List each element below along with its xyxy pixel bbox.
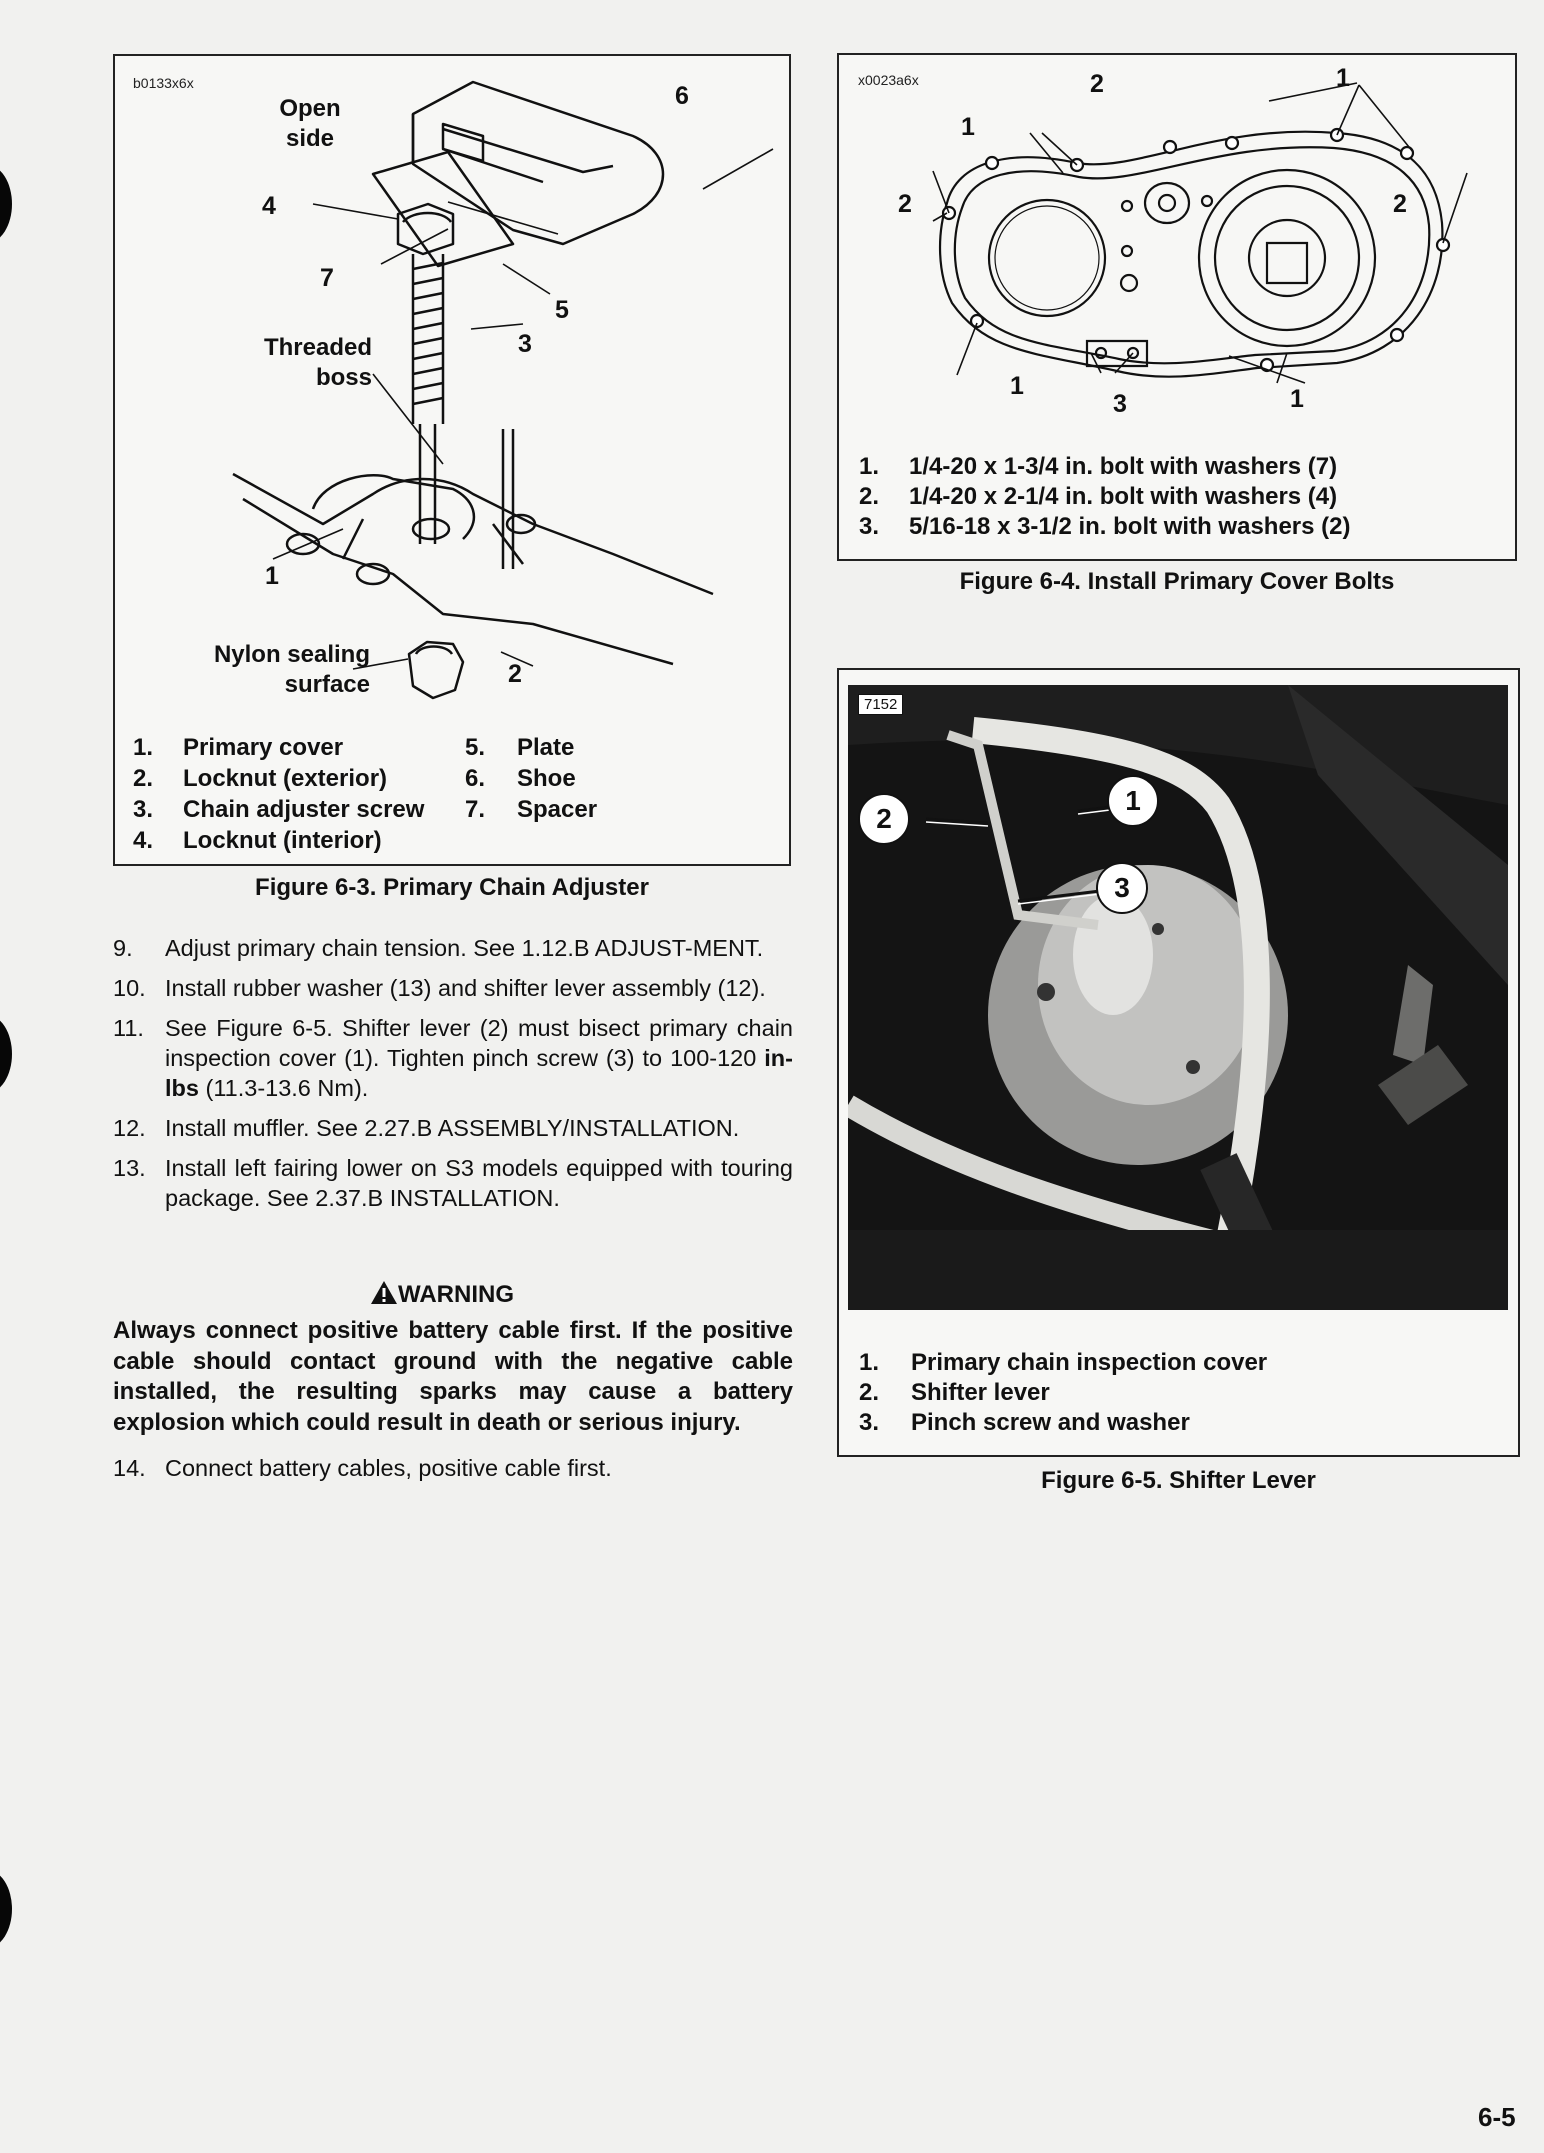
nylon-sealing-surface-label: Nylon sealing surface [213, 641, 370, 698]
callout-1: 1 [1290, 385, 1304, 413]
step-item: 13. Install left fairing lower on S3 models equipped with touring package. See 2.37.B INSTALLATION. [113, 1155, 793, 1211]
photo-leader-lines [848, 685, 1508, 1310]
figure-6-3-caption: Figure 6-3. Primary Chain Adjuster [255, 874, 649, 901]
warning-heading [370, 1280, 514, 1309]
primary-cover-outline [940, 132, 1442, 377]
procedure-steps [113, 933, 793, 1223]
callout-2: 2 [1090, 70, 1104, 98]
callout-bubble-2: 2 [858, 793, 910, 845]
callout-1: 1 [961, 113, 975, 141]
callout-bubble-1: 1 [1107, 775, 1159, 827]
step-item: 12. Install muffler. See 2.27.B ASSEMBLY/INSTALLATION. [113, 1115, 740, 1141]
legend-item: 2. 1/4-20 x 2-1/4 in. bolt with washers (4) [859, 483, 1338, 510]
page-number: 6-5 [1478, 2102, 1516, 2132]
legend-item: 2. Locknut (exterior) [133, 765, 388, 792]
callout-1: 1 [1010, 372, 1024, 400]
photo-tag: 7152 [858, 694, 903, 715]
callout-5: 5 [555, 296, 569, 324]
legend-item: 5. Plate [465, 734, 575, 761]
legend-item: 7. Spacer [465, 796, 598, 823]
callout-6: 6 [675, 82, 689, 110]
legend-item: 3. Chain adjuster screw [133, 796, 425, 823]
callout-3: 3 [1113, 390, 1127, 418]
legend-item: 1. Primary chain inspection cover [859, 1349, 1268, 1376]
legend-item: 3. 5/16-18 x 3-1/2 in. bolt with washers (2) [859, 513, 1351, 540]
binder-hole [0, 1870, 12, 1948]
chain-adjuster-diagram [113, 54, 791, 714]
step-item: 11. See Figure 6-5. Shifter lever (2) must bisect primary chain inspection cover (1). Tighten pinch screw (3) to 100-120 in-lbs (11.3-13.6 Nm). [113, 1015, 793, 1101]
figure-6-4-caption: Figure 6-4. Install Primary Cover Bolts [959, 568, 1395, 595]
callout-4: 4 [262, 192, 276, 220]
callout-bubble-3: 3 [1096, 862, 1148, 914]
step-item: 14. Connect battery cables, positive cable first. [113, 1455, 612, 1481]
legend-item: 4. Locknut (interior) [133, 827, 382, 854]
callout-1: 1 [1336, 64, 1350, 92]
step-item: 10. Install rubber washer (13) and shifter lever assembly (12). [113, 975, 766, 1001]
procedure-steps-final [113, 1453, 793, 1493]
callout-2: 2 [508, 660, 522, 688]
binder-hole [0, 1015, 12, 1093]
callout-2: 2 [1393, 190, 1407, 218]
callout-2: 2 [898, 190, 912, 218]
step-item: 9. Adjust primary chain tension. See 1.12.B ADJUST-MENT. [113, 935, 764, 961]
locknut-exterior [409, 642, 463, 698]
legend-item: 6. Shoe [465, 765, 576, 792]
open-side-label: Open side [279, 95, 341, 152]
legend-item: 3. Pinch screw and washer [859, 1409, 1190, 1436]
binder-hole [0, 165, 12, 243]
callout-7: 7 [320, 264, 334, 292]
primary-cover-diagram [837, 53, 1517, 453]
figure-code: x0023a6x [858, 72, 919, 88]
figure-6-5-caption: Figure 6-5. Shifter Lever [1041, 1467, 1316, 1494]
figure-code: b0133x6x [133, 75, 194, 91]
warning-text: Always connect positive battery cable first. If the positive cable should contact ground with the negative cable installed, the resulting sparks may cause a battery explosion which could result in death or serious injury. [113, 1317, 793, 1436]
threaded-boss-label: Threaded boss [263, 334, 372, 391]
warning-title: WARNING [398, 1281, 514, 1308]
callout-1: 1 [265, 562, 279, 590]
legend-item: 2. Shifter lever [859, 1379, 1050, 1406]
legend-item: 1. Primary cover [133, 734, 344, 761]
warning-icon [370, 1280, 398, 1305]
legend-item: 1. 1/4-20 x 1-3/4 in. bolt with washers (7) [859, 453, 1338, 480]
callout-3: 3 [518, 330, 532, 358]
